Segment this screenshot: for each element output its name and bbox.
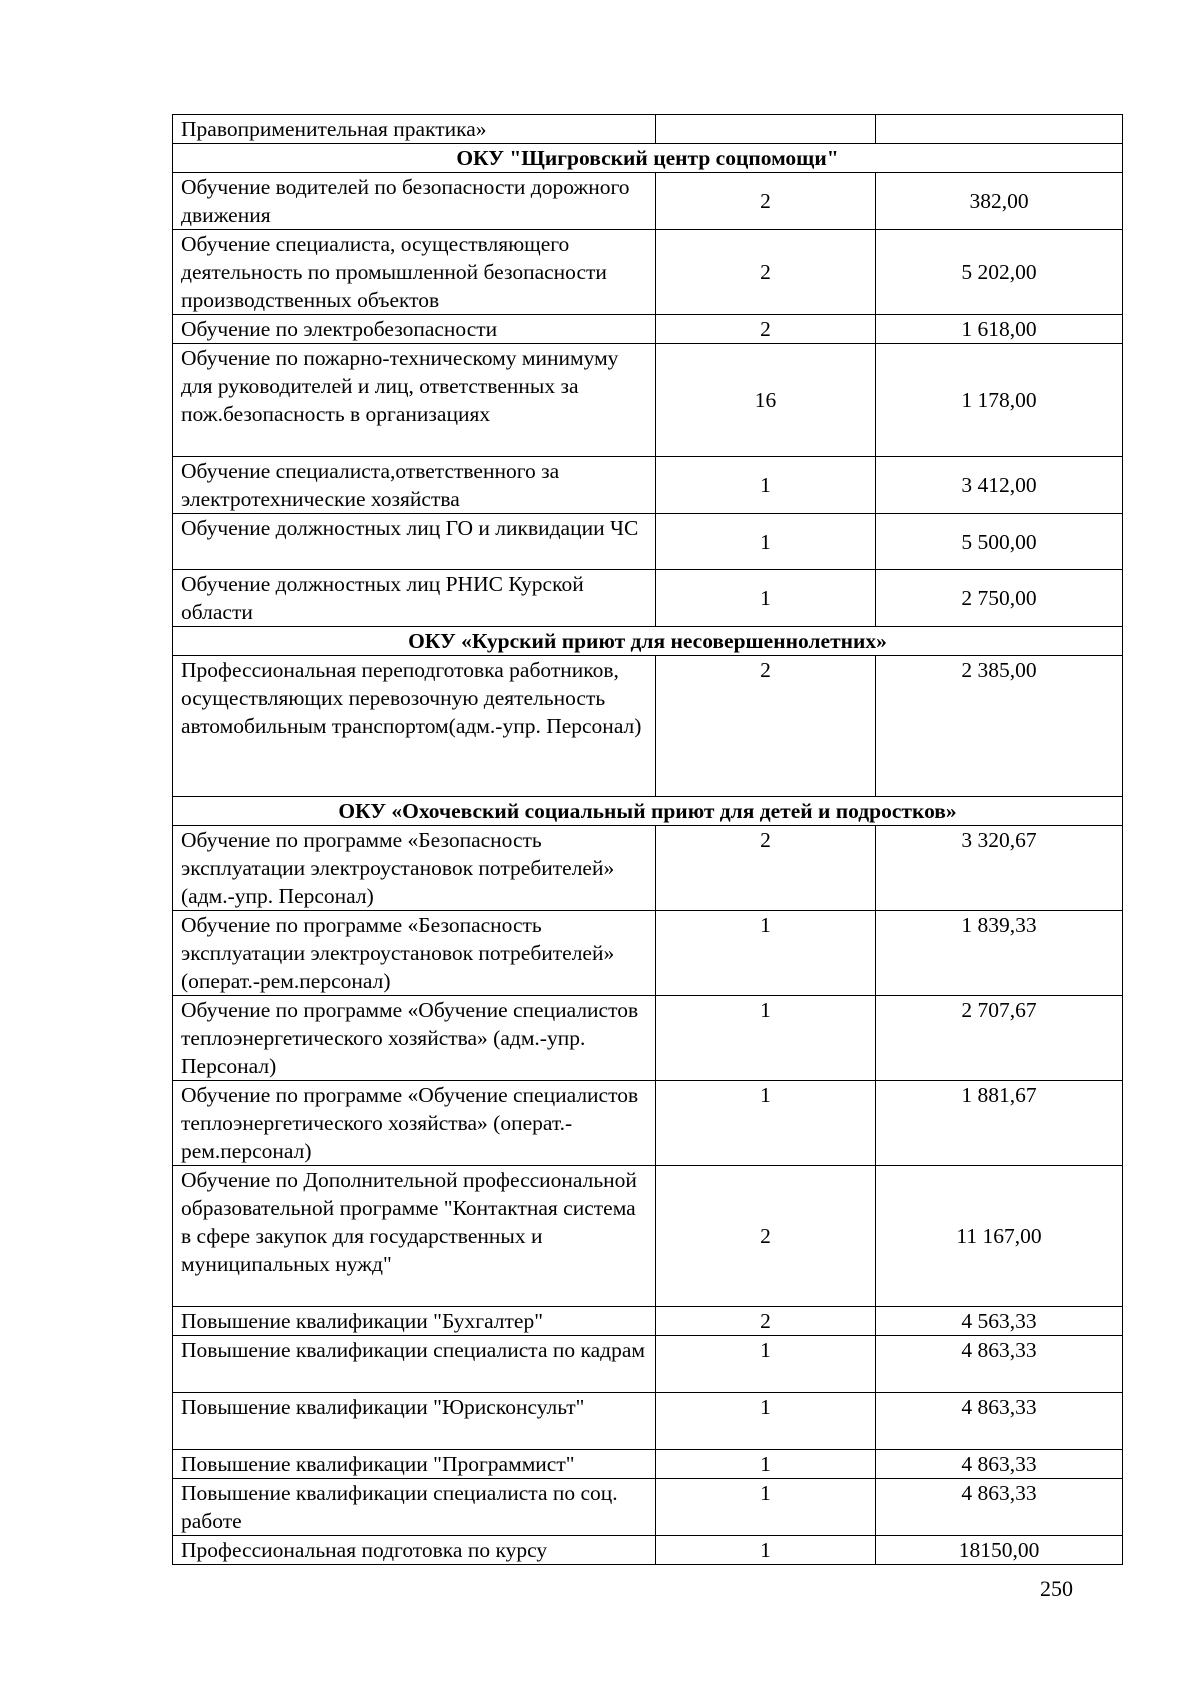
section-title: ОКУ "Щигровский центр соцпомощи" bbox=[173, 144, 1123, 173]
cost-amount: 1 178,00 bbox=[876, 344, 1123, 457]
training-description: Профессиональная переподготовка работников, осуществляющих перевозочную деятельность автомобильным транспортом(адм.-упр. Персонал) bbox=[173, 656, 656, 797]
table-row bbox=[173, 514, 1123, 570]
cost-amount: 2 385,00 bbox=[876, 656, 1123, 797]
costs-table bbox=[172, 114, 1123, 1565]
participants-count: 2 bbox=[656, 1166, 876, 1307]
training-description: Обучение по Дополнительной профессиональной образовательной программе "Контактная система в сфере закупок для государственных и муниципальных нужд" bbox=[173, 1166, 656, 1307]
table-row bbox=[173, 1081, 1123, 1166]
participants-count: 2 bbox=[656, 656, 876, 797]
participants-count: 1 bbox=[656, 457, 876, 514]
cost-amount: 2 707,67 bbox=[876, 996, 1123, 1081]
table-row bbox=[173, 570, 1123, 627]
cost-amount: 382,00 bbox=[876, 173, 1123, 230]
cost-amount: 4 563,33 bbox=[876, 1307, 1123, 1336]
cost-amount: 2 750,00 bbox=[876, 570, 1123, 627]
table-row bbox=[173, 656, 1123, 797]
table-row bbox=[173, 344, 1123, 457]
table-row bbox=[173, 996, 1123, 1081]
table-row bbox=[173, 173, 1123, 230]
training-description: Повышение квалификации "Программист" bbox=[173, 1450, 656, 1479]
participants-count: 1 bbox=[656, 514, 876, 570]
cost-amount: 1 881,67 bbox=[876, 1081, 1123, 1166]
participants-count: 2 bbox=[656, 315, 876, 344]
training-description: Обучение по программе «Безопасность эксплуатации электроустановок потребителей» (адм.-упр. Персонал) bbox=[173, 826, 656, 911]
cost-amount: 3 320,67 bbox=[876, 826, 1123, 911]
cost-amount: 3 412,00 bbox=[876, 457, 1123, 514]
cost-amount: 4 863,33 bbox=[876, 1336, 1123, 1393]
table-row bbox=[173, 1393, 1123, 1450]
participants-count: 1 bbox=[656, 1536, 876, 1565]
training-description: Обучение водителей по безопасности дорожного движения bbox=[173, 173, 656, 230]
table-row bbox=[173, 1536, 1123, 1565]
training-description: Обучение специалиста, осуществляющего деятельность по промышленной безопасности производственных объектов bbox=[173, 230, 656, 315]
training-description: Обучение по программе «Обучение специалистов теплоэнергетического хозяйства» (операт.-рем.персонал) bbox=[173, 1081, 656, 1166]
table-row bbox=[173, 1166, 1123, 1307]
training-description: Обучение по пожарно-техническому минимуму для руководителей и лиц, ответственных за пож.безопасность в организациях bbox=[173, 344, 656, 457]
cost-amount bbox=[876, 115, 1123, 144]
participants-count: 2 bbox=[656, 173, 876, 230]
training-description: Обучение должностных лиц ГО и ликвидации ЧС bbox=[173, 514, 656, 570]
section-header-row bbox=[173, 797, 1123, 826]
cost-amount: 1 618,00 bbox=[876, 315, 1123, 344]
table-row bbox=[173, 1479, 1123, 1536]
participants-count bbox=[656, 115, 876, 144]
participants-count: 2 bbox=[656, 826, 876, 911]
cost-amount: 11 167,00 bbox=[876, 1166, 1123, 1307]
training-description: Обучение по программе «Безопасность эксплуатации электроустановок потребителей» (операт.-рем.персонал) bbox=[173, 911, 656, 996]
cost-amount: 4 863,33 bbox=[876, 1450, 1123, 1479]
cost-amount: 18150,00 bbox=[876, 1536, 1123, 1565]
page-number: 250 bbox=[1040, 1576, 1073, 1601]
section-header-row bbox=[173, 144, 1123, 173]
cost-amount: 4 863,33 bbox=[876, 1393, 1123, 1450]
table-row bbox=[173, 826, 1123, 911]
training-description: Обучение по программе «Обучение специалистов теплоэнергетического хозяйства» (адм.-упр. Персонал) bbox=[173, 996, 656, 1081]
training-description: Обучение по электробезопасности bbox=[173, 315, 656, 344]
table-row bbox=[173, 315, 1123, 344]
section-header-row bbox=[173, 627, 1123, 656]
participants-count: 1 bbox=[656, 570, 876, 627]
training-description: Повышение квалификации "Юрисконсульт" bbox=[173, 1393, 656, 1450]
table-row bbox=[173, 1336, 1123, 1393]
participants-count: 16 bbox=[656, 344, 876, 457]
section-title: ОКУ «Курский приют для несовершеннолетних» bbox=[173, 627, 1123, 656]
section-title: ОКУ «Охочевский социальный приют для детей и подростков» bbox=[173, 797, 1123, 826]
cost-amount: 4 863,33 bbox=[876, 1479, 1123, 1536]
training-description: Обучение специалиста,ответственного за электротехнические хозяйства bbox=[173, 457, 656, 514]
training-description: Повышение квалификации специалиста по кадрам bbox=[173, 1336, 656, 1393]
training-description: Правоприменительная практика» bbox=[173, 115, 656, 144]
table-row bbox=[173, 1450, 1123, 1479]
cost-amount: 1 839,33 bbox=[876, 911, 1123, 996]
participants-count: 1 bbox=[656, 1081, 876, 1166]
participants-count: 1 bbox=[656, 1336, 876, 1393]
table-row bbox=[173, 457, 1123, 514]
participants-count: 1 bbox=[656, 1393, 876, 1450]
participants-count: 1 bbox=[656, 911, 876, 996]
table-row bbox=[173, 911, 1123, 996]
training-description: Повышение квалификации специалиста по соц. работе bbox=[173, 1479, 656, 1536]
training-description: Обучение должностных лиц РНИС Курской области bbox=[173, 570, 656, 627]
costs-table-body bbox=[173, 115, 1123, 1565]
participants-count: 1 bbox=[656, 996, 876, 1081]
table-row bbox=[173, 115, 1123, 144]
training-description: Профессиональная подготовка по курсу bbox=[173, 1536, 656, 1565]
training-description: Повышение квалификации "Бухгалтер" bbox=[173, 1307, 656, 1336]
table-row bbox=[173, 230, 1123, 315]
cost-amount: 5 500,00 bbox=[876, 514, 1123, 570]
table-row bbox=[173, 1307, 1123, 1336]
participants-count: 2 bbox=[656, 1307, 876, 1336]
participants-count: 1 bbox=[656, 1450, 876, 1479]
cost-amount: 5 202,00 bbox=[876, 230, 1123, 315]
participants-count: 2 bbox=[656, 230, 876, 315]
participants-count: 1 bbox=[656, 1479, 876, 1536]
